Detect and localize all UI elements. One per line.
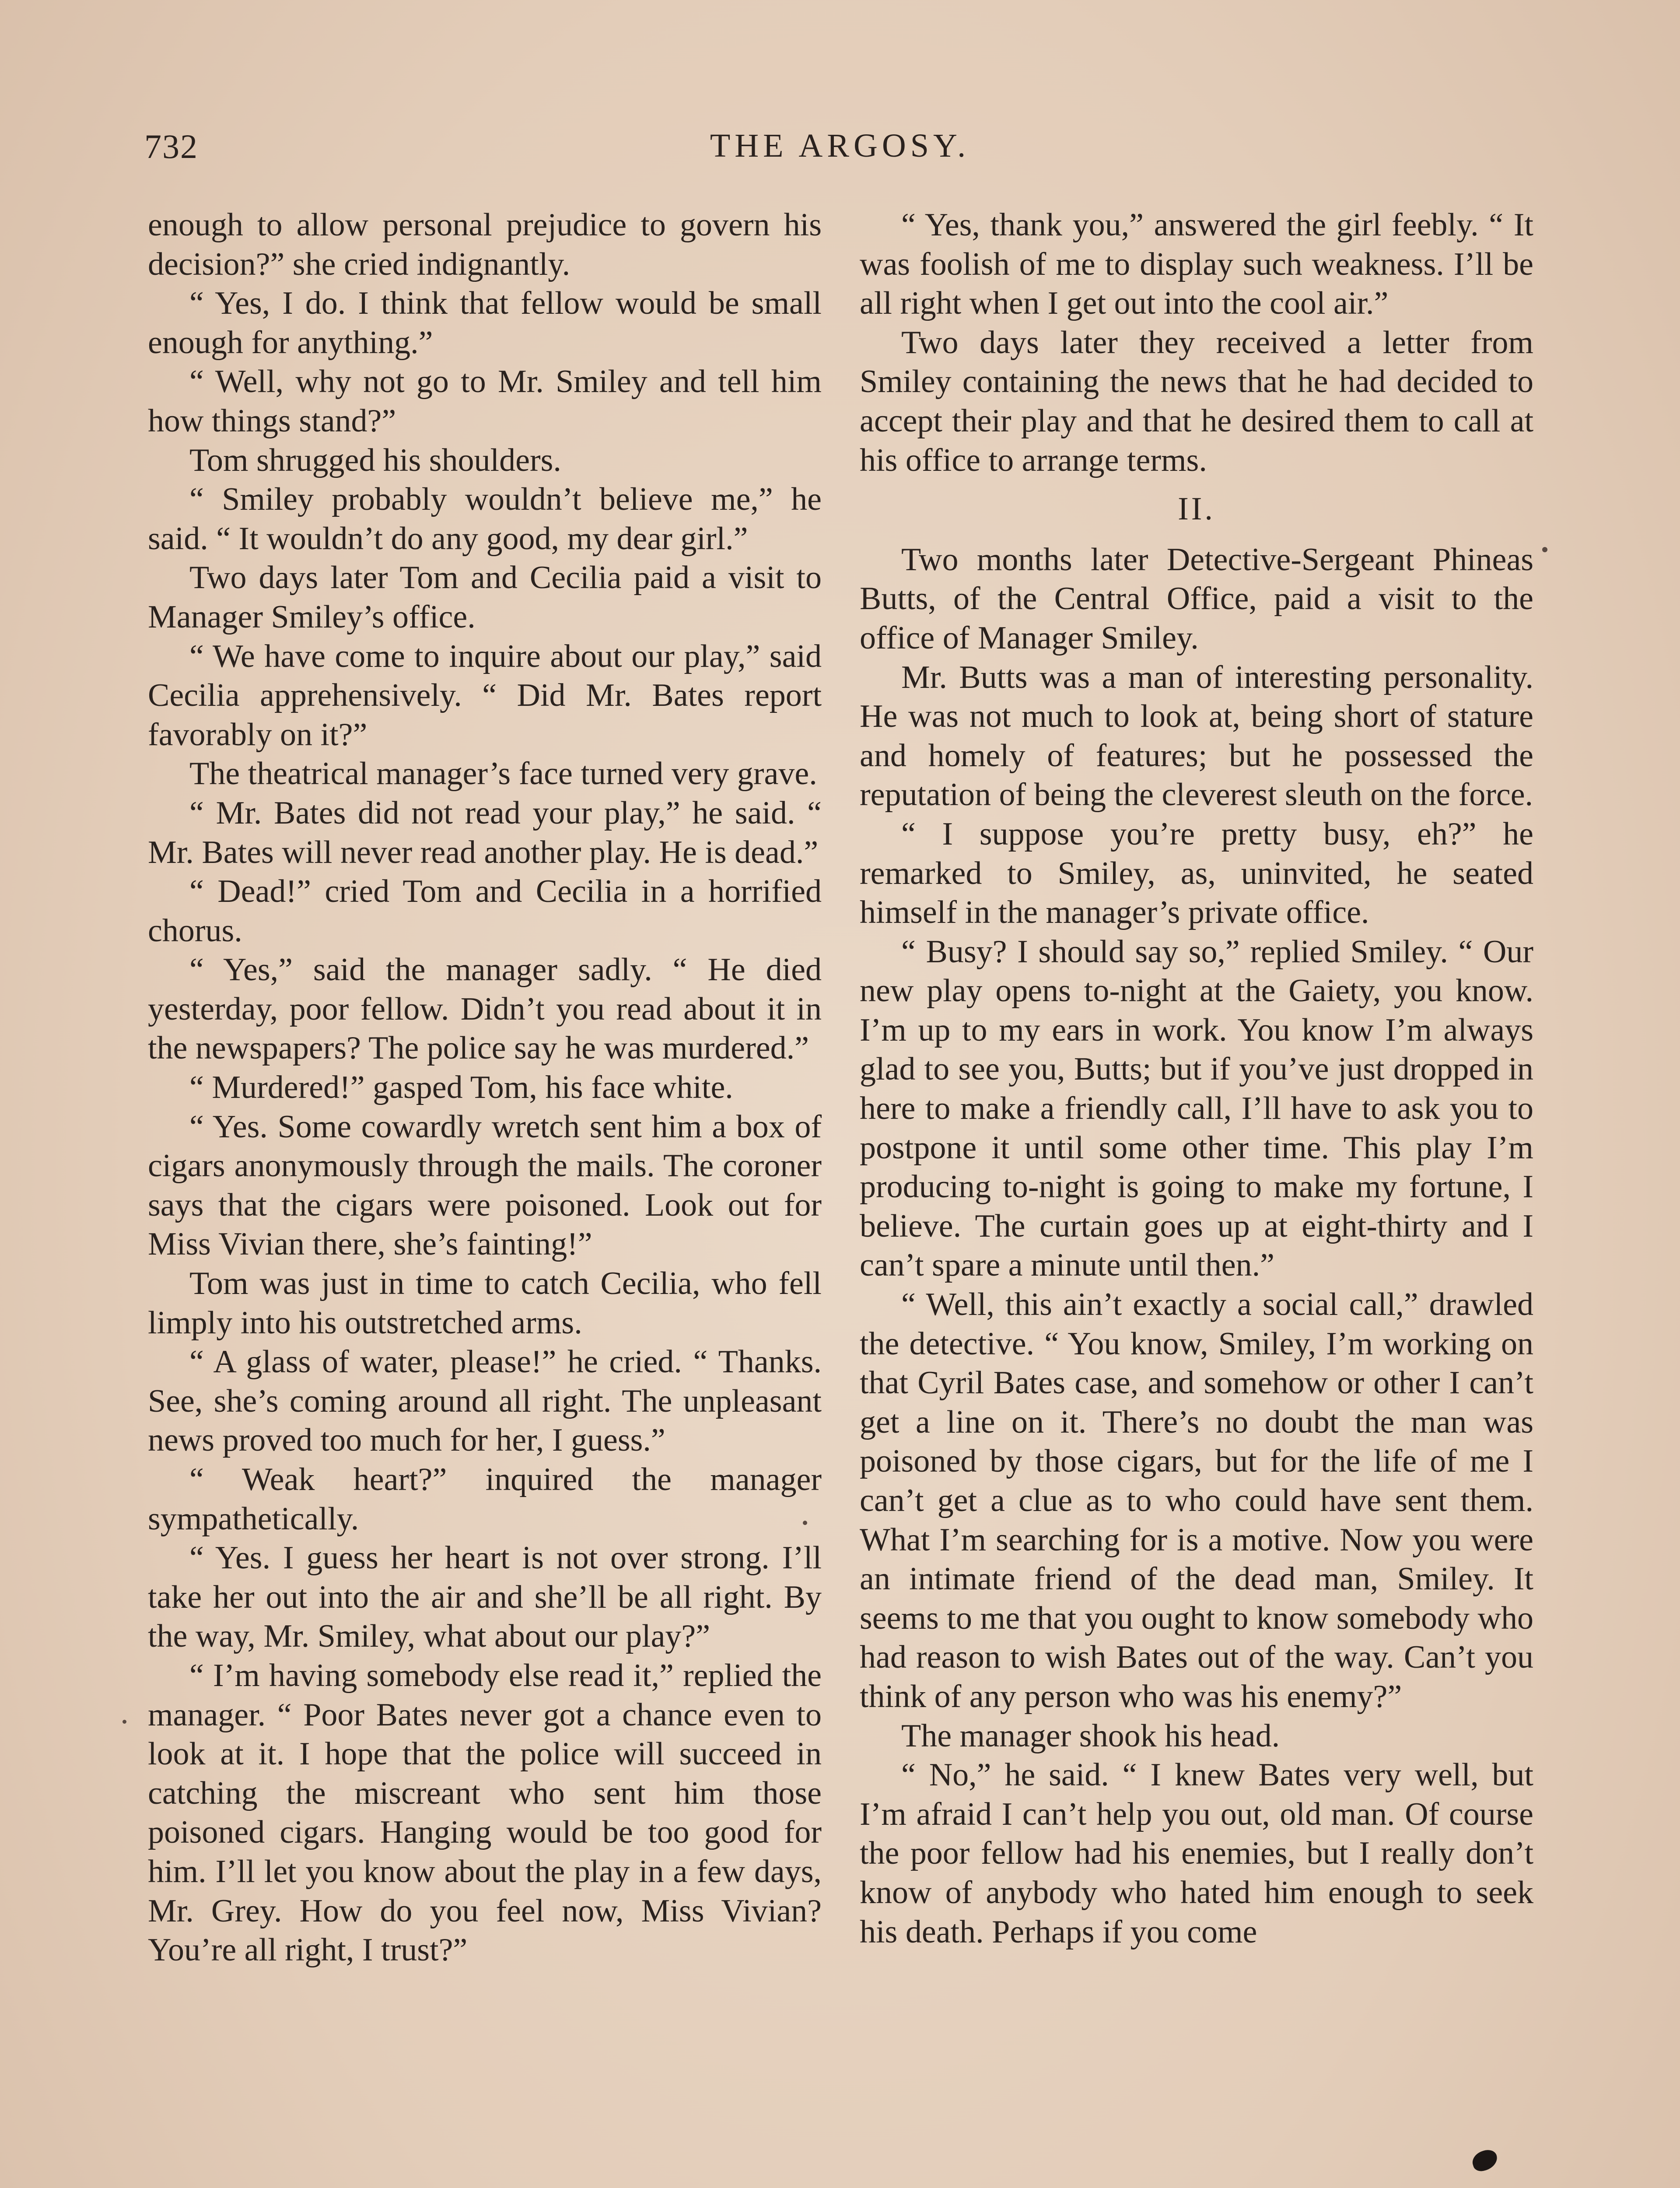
paragraph: Two days later they received a letter from Smiley containing the news that he had decided to accept their play and that he desired them to call at his office to arrange terms. bbox=[860, 324, 1533, 478]
ink-blot bbox=[1470, 2147, 1500, 2174]
paragraph: “ No,” he said. “ I knew Bates very well, but I’m afraid I can’t help you out, old man. Of course the poor fellow had his enemies, but I really don’t know of anybody who hated him enough to seek his death. Perhaps if you come bbox=[860, 1757, 1533, 1950]
paragraph: Two months later Detective-Sergeant Phineas Butts, of the Central Office, paid a visit to the office of Manager Smiley. bbox=[860, 541, 1533, 656]
paragraph: “ Yes, I do. I think that fellow would be small enough for anything.” bbox=[148, 285, 822, 361]
paragraph: “ Weak heart?” inquired the manager sympathetically. bbox=[148, 1462, 822, 1537]
paragraph: Mr. Butts was a man of interesting personality. He was not much to look at, being short of stature and homely of features; but he possessed the reputation of being the cleverest sleuth on the force. bbox=[860, 659, 1533, 813]
paragraph: Tom was just in time to catch Cecilia, who fell limply into his outstretched arms. bbox=[148, 1266, 822, 1341]
paragraph: “ Well, this ain’t exactly a social call,” drawled the detective. “ You know, Smiley, I’m working on that Cyril Bates case, and somehow or other I can’t get a line on it. There’s no doubt the man was poisoned by those cigars, but for the life of me I can’t get a clue as to who could have sent them. What I’m searching for is a motive. Now you were an intimate friend of the dead man, Smiley. It seems to me that you ought to know somebody who had reason to wish Bates out of the way. Can’t you think of any person who was his enemy?” bbox=[860, 1287, 1533, 1715]
paper-speck bbox=[1542, 547, 1547, 552]
paragraph: “ Yes. I guess her heart is not over strong. I’ll take her out into the air and she’ll be all right. By the way, Mr. Smiley, what about our play?” bbox=[148, 1540, 822, 1655]
paragraph: “ Yes,” said the manager sadly. “ He died yesterday, poor fellow. Didn’t you read about it in the newspapers? The police say he was murdered.” bbox=[148, 952, 822, 1066]
paper-speck bbox=[122, 1720, 126, 1724]
section-number: II. bbox=[1178, 491, 1215, 527]
paragraph: “ Murdered!” gasped Tom, his face white. bbox=[189, 1069, 733, 1106]
paragraph: enough to allow personal prejudice to govern his decision?” she cried indignantly. bbox=[148, 207, 822, 282]
paragraph: “ Dead!” cried Tom and Cecilia in a horrified chorus. bbox=[148, 873, 822, 949]
left-column bbox=[148, 206, 822, 1970]
paragraph: “ Well, why not go to Mr. Smiley and tell him how things stand?” bbox=[148, 364, 822, 439]
paragraph: The theatrical manager’s face turned very grave. bbox=[189, 756, 817, 792]
paragraph: “ I suppose you’re pretty busy, eh?” he remarked to Smiley, as, uninvited, he seated himself in the manager’s private office. bbox=[860, 816, 1533, 931]
paragraph: “ We have come to inquire about our play,” said Cecilia apprehensively. “ Did Mr. Bates report favorably on it?” bbox=[148, 638, 822, 753]
paragraph: “ I’m having somebody else read it,” replied the manager. “ Poor Bates never got a chance even to look at it. I hope that the police will succeed in catching the miscreant who sent him those poisoned cigars. Hanging would be too good for him. I’ll let you know about the play in a few days, Mr. Grey. How do you feel now, Miss Vivian? You’re all right, I trust?” bbox=[148, 1657, 822, 1968]
paragraph: The manager shook his head. bbox=[901, 1718, 1280, 1754]
running-head: THE ARGOSY. bbox=[710, 127, 970, 164]
paragraph: “ Mr. Bates did not read your play,” he said. “ Mr. Bates will never read another play. He is dead.” bbox=[148, 795, 822, 870]
paragraph: Two days later Tom and Cecilia paid a visit to Manager Smiley’s office. bbox=[148, 560, 822, 635]
paragraph: “ Yes. Some cowardly wretch sent him a box of cigars anonymously through the mails. The coroner says that the cigars were poisoned. Look out for Miss Vivian there, she’s fainting!” bbox=[148, 1108, 822, 1262]
paper-speck bbox=[803, 1521, 807, 1525]
paragraph: “ Yes, thank you,” answered the girl feebly. “ It was foolish of me to display such weakness. I’ll be all right when I get out into the cool air.” bbox=[860, 207, 1533, 322]
paragraph: “ A glass of water, please!” he cried. “ Thanks. See, she’s coming around all right. The unpleasant news proved too much for her, I guess.” bbox=[148, 1344, 822, 1459]
right-column bbox=[860, 206, 1533, 1952]
page-header bbox=[144, 127, 1536, 193]
paragraph: “ Busy? I should say so,” replied Smiley. “ Our new play opens to-night at the Gaiety, you know. I’m up to my ears in work. You know I’m always glad to see you, Butts; but if you’ve just dropped in here to make a friendly call, I’ll have to ask you to postpone it until some other time. This play I’m producing to-night is going to make my fortune, I believe. The curtain goes up at eight-thirty and I can’t spare a minute until then.” bbox=[860, 933, 1533, 1283]
page-number: 732 bbox=[144, 127, 198, 165]
paragraph: “ Smiley probably wouldn’t believe me,” he said. “ It wouldn’t do any good, my dear girl.” bbox=[148, 481, 822, 557]
paragraph: Tom shrugged his shoulders. bbox=[189, 442, 561, 478]
